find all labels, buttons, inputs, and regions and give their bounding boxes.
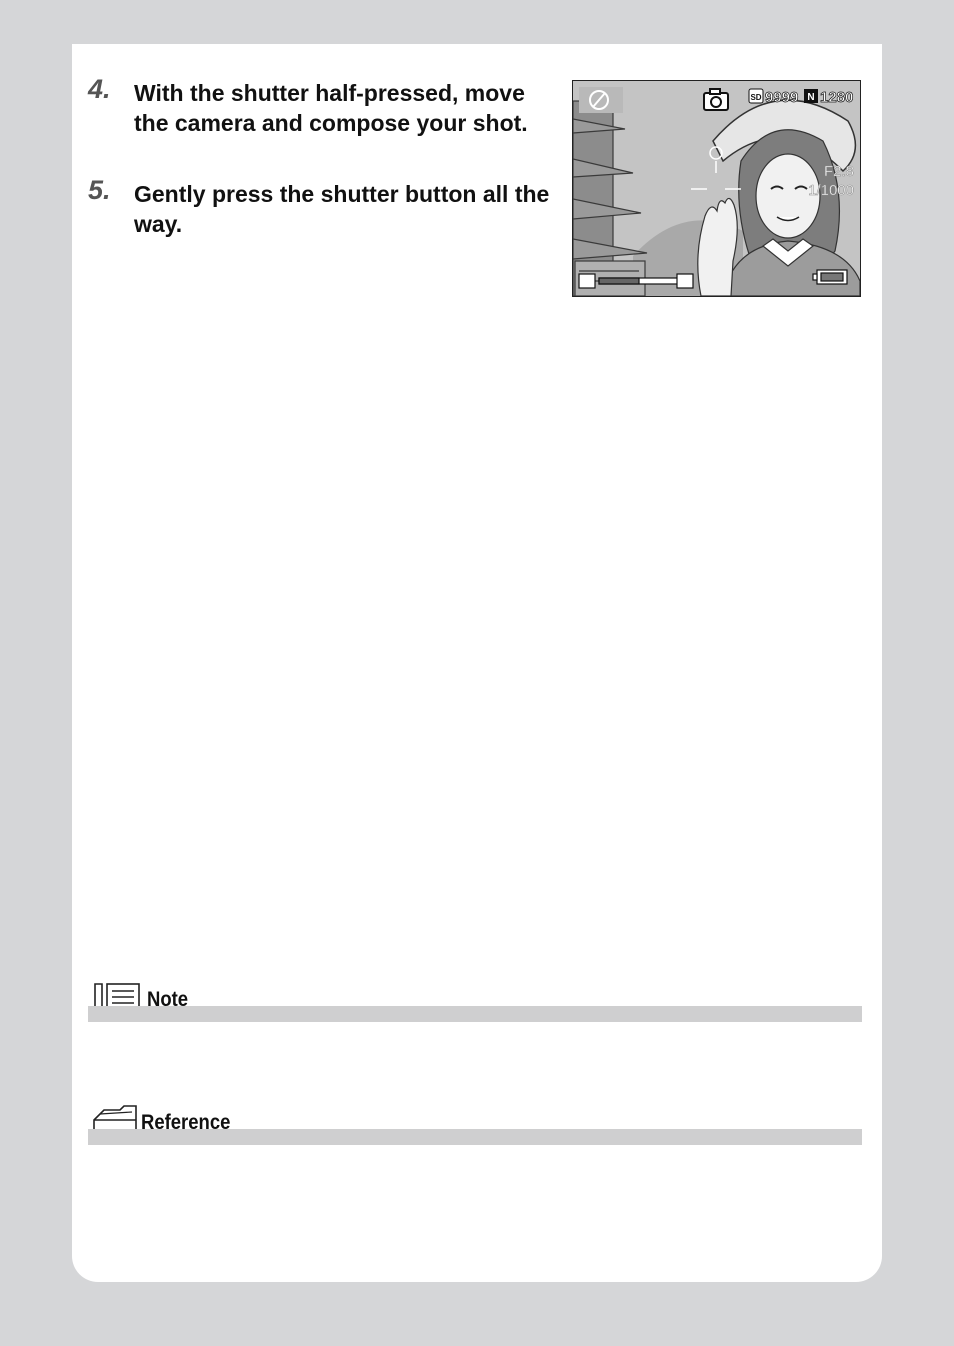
manual-page bbox=[72, 44, 882, 1282]
remaining-shots: 9999 bbox=[765, 89, 799, 106]
quality-mark: N bbox=[807, 92, 815, 103]
step-text: Gently press the shutter button all the way. bbox=[134, 181, 550, 237]
aperture-readout: F2.8 bbox=[823, 163, 854, 180]
note-heading: Note bbox=[147, 988, 189, 1011]
card-label: SD bbox=[750, 93, 762, 102]
image-size: 1280 bbox=[820, 89, 854, 106]
camera-screen-picture bbox=[573, 81, 860, 296]
camera-lcd-illustration bbox=[572, 80, 861, 297]
shutter-speed-readout: 1/1000 bbox=[808, 182, 854, 199]
step-text: With the shutter half-pressed, move the camera and compose your shot. bbox=[134, 80, 528, 136]
step-number: 5. bbox=[88, 175, 111, 205]
battery-icon bbox=[813, 270, 847, 284]
note-divider bbox=[88, 1006, 862, 1022]
camera-mode-icon bbox=[704, 89, 728, 110]
reference-heading: Reference bbox=[141, 1111, 231, 1134]
step-number: 4. bbox=[88, 74, 111, 104]
